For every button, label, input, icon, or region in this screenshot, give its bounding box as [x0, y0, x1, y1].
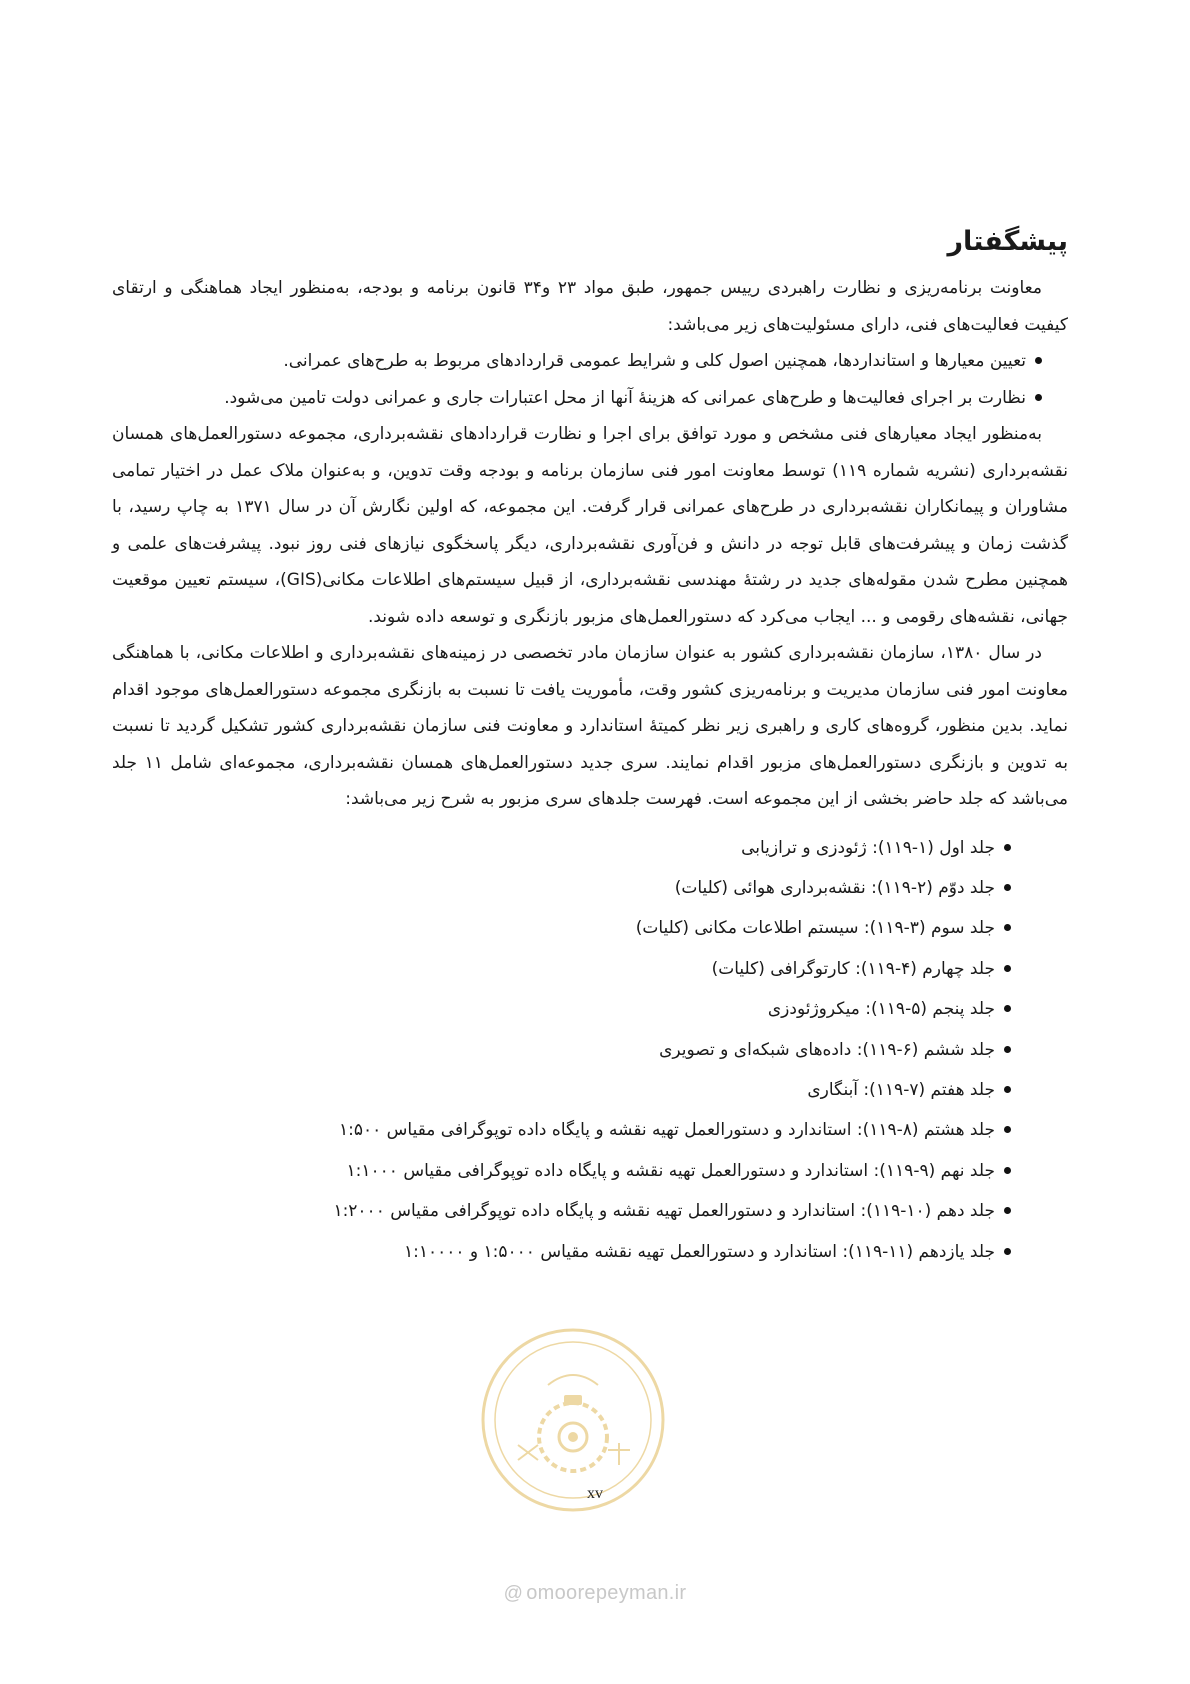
list-item: جلد چهارم (۴-۱۱۹): کارتوگرافی (کلیات): [112, 949, 1011, 989]
bullet-icon: [1004, 1248, 1011, 1255]
bullet-icon: [1004, 1005, 1011, 1012]
list-item: نظارت بر اجرای فعالیت‌ها و طرح‌های عمرانی که هزینهٔ آنها از محل اعتبارات جاری و عمرانی دولت تامین می‌شود.: [112, 380, 1042, 417]
intro-paragraph: معاونت برنامه‌ریزی و نظارت راهبردی رییس جمهور، طبق مواد ۲۳ و۳۴ قانون برنامه و بودجه، به‌منظور ایجاد هماهنگی و ارتقای کیفیت فعالیت‌های فنی، دارای مسئولیت‌های زیر می‌باشد:: [112, 278, 1068, 335]
bullet-icon: [1004, 1086, 1011, 1093]
bullet-icon: [1004, 924, 1011, 931]
list-item: جلد دوّم (۲-۱۱۹): نقشه‌برداری هوائی (کلیات): [112, 868, 1011, 908]
at-icon: @: [503, 1583, 524, 1604]
history-paragraph: به‌منظور ایجاد معیارهای فنی مشخص و مورد توافق برای اجرا و نظارت قراردادهای نقشه‌برداری، مجموعه دستورالعمل‌های همسان نقشه‌برداری (نشریه شماره ۱۱۹) توسط معاونت امور فنی سازمان برنامه و بودجه وقت تدوین، و به‌عنوان ملاک عمل در اختیار تمامی مشاوران و پیمانکاران نقشه‌برداری در طرح‌های عمرانی قرار گرفت. این مجموعه، که اولین نگارش آن در سال ۱۳۷۱ به چاپ رسید، با گذشت زمان و پیشرفت‌های قابل توجه در دانش و فن‌آوری نقشه‌برداری، دیگر پاسخگوی نیازهای فنی روز نبود. پیشرفت‌های علمی و همچنین مطرح شدن مقوله‌های جدید در رشتهٔ مهندسی نقشه‌برداری، از قبیل سیستم‌های اطلاعات مکانی(GIS)، سیستم تعیین موقعیت جهانی، نقشه‌های رقومی و ... ایجاب می‌کرد که دستورالعمل‌های مزبور بازنگری و توسعه داده شوند.: [112, 424, 1068, 627]
bullet-icon: [1004, 844, 1011, 851]
bullet-icon: [1004, 1207, 1011, 1214]
list-item: جلد هفتم (۷-۱۱۹): آبنگاری: [112, 1070, 1011, 1110]
responsibilities-list: [112, 343, 1068, 416]
list-item: جلد سوم (۳-۱۱۹): سیستم اطلاعات مکانی (کلیات): [112, 908, 1011, 948]
revision-paragraph: در سال ۱۳۸۰، سازمان نقشه‌برداری کشور به عنوان سازمان مادر تخصصی در زمینه‌های نقشه‌برداری و اطلاعات مکانی، با هماهنگی معاونت امور فنی سازمان مدیریت و برنامه‌ریزی کشور وقت، مأموریت یافت تا نسبت به بازنگری مجموعه دستورالعمل‌های موجود اقدام نماید. بدین منظور، گروه‌های کاری و راهبری زیر نظر کمیتهٔ استاندارد و معاونت فنی سازمان نقشه‌برداری کشور تشکیل گردید تا نسبت به تدوین و بازنگری دستورالعمل‌های مزبور اقدام نمایند. سری جدید دستورالعمل‌های همسان نقشه‌برداری، مجموعه‌ای شامل ۱۱ جلد می‌باشد که جلد حاضر بخشی از این مجموعه است. فهرست جلدهای سری مزبور به شرح زیر می‌باشد:: [112, 643, 1068, 809]
list-item: جلد اول (۱-۱۱۹): ژئودزی و ترازیابی: [112, 828, 1011, 868]
volumes-list: [112, 828, 1068, 1272]
list-item: تعیین معیارها و استانداردها، همچنین اصول کلی و شرایط عمومی قراردادهای مربوط به طرح‌های عمرانی.: [112, 343, 1042, 380]
list-item: جلد نهم (۹-۱۱۹): استاندارد و دستورالعمل تهیه نقشه و پایگاه داده توپوگرافی مقیاس ۱:۱۰۰۰: [112, 1151, 1011, 1191]
bullet-icon: [1004, 1126, 1011, 1133]
bullet-icon: [1004, 965, 1011, 972]
list-item: جلد دهم (۱۰-۱۱۹): استاندارد و دستورالعمل تهیه نقشه و پایگاه داده توپوگرافی مقیاس ۱:۲۰۰۰: [112, 1191, 1011, 1231]
list-item: جلد هشتم (۸-۱۱۹): استاندارد و دستورالعمل تهیه نقشه و پایگاه داده توپوگرافی مقیاس ۱:۵۰۰: [112, 1110, 1011, 1150]
page-title: پیشگفتار: [947, 226, 1068, 257]
bullet-icon: [1035, 394, 1042, 401]
watermark-url: @ omoorepeyman.ir: [503, 1582, 687, 1604]
bullet-icon: [1004, 1167, 1011, 1174]
list-item: جلد ششم (۶-۱۱۹): داده‌های شبکه‌ای و تصویری: [112, 1030, 1011, 1070]
page-number: xv: [587, 1485, 603, 1502]
page-content: [112, 222, 1068, 1288]
bullet-icon: [1004, 1046, 1011, 1053]
bullet-icon: [1035, 357, 1042, 364]
list-item: جلد پنجم (۵-۱۱۹): میکروژئودزی: [112, 989, 1011, 1029]
bullet-icon: [1004, 884, 1011, 891]
list-item: جلد یازدهم (۱۱-۱۱۹): استاندارد و دستورالعمل تهیه نقشه مقیاس ۱:۵۰۰۰ و ۱:۱۰۰۰۰: [112, 1232, 1011, 1272]
